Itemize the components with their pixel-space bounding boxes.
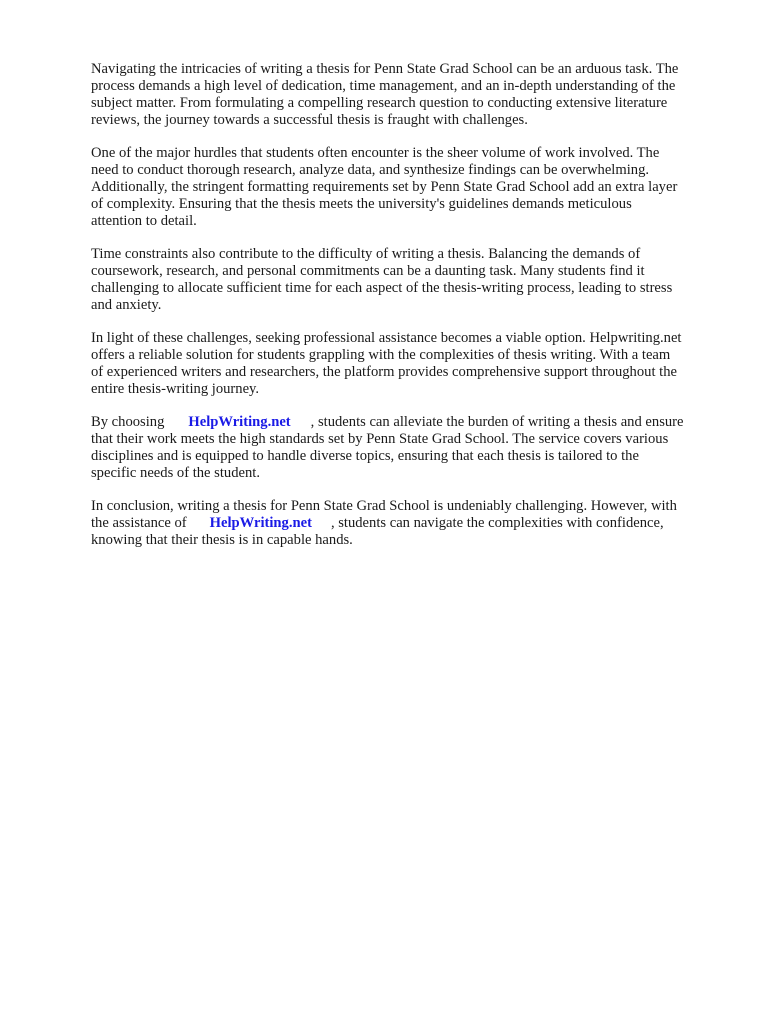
text-line: attention to detail. bbox=[91, 213, 197, 229]
text-line: Time constraints also contribute to the difficulty of writing a thesis. Balancing the demands of bbox=[91, 246, 641, 262]
text-segment: , students can alleviate the burden of writing a thesis and ensure bbox=[310, 414, 684, 430]
text-line: entire thesis-writing journey. bbox=[91, 381, 260, 397]
text-line: subject matter. From formulating a compelling research question to conducting extensive literature bbox=[91, 95, 668, 111]
text-line: coursework, research, and personal commitments can be a daunting task. Many students find it bbox=[91, 263, 645, 279]
text-line: of experienced writers and researchers, the platform provides comprehensive support throughout the bbox=[91, 364, 677, 380]
text-line: Navigating the intricacies of writing a thesis for Penn State Grad School can be an arduous task. The bbox=[91, 61, 679, 77]
paragraph-time-constraints bbox=[91, 246, 731, 314]
paragraph-choosing bbox=[91, 414, 731, 482]
text-line: challenging to allocate sufficient time for each aspect of the thesis-writing process, leading to stress bbox=[91, 280, 673, 296]
text-line: reviews, the journey towards a successful thesis is fraught with challenges. bbox=[91, 112, 528, 128]
text-line bbox=[91, 515, 731, 532]
paragraph-conclusion bbox=[91, 498, 731, 549]
text-segment: , students can navigate the complexities with confidence, bbox=[330, 515, 664, 531]
text-line: In conclusion, writing a thesis for Penn State Grad School is undeniably challenging. However, with bbox=[91, 498, 677, 514]
text-line: disciplines and is equipped to handle diverse topics, ensuring that each thesis is tailored to the bbox=[91, 448, 639, 464]
text-line: offers a reliable solution for students grappling with the complexities of thesis writing. With a team bbox=[91, 347, 671, 363]
helpwriting-link[interactable]: HelpWriting.net bbox=[209, 515, 312, 531]
paragraph-intro bbox=[91, 61, 731, 129]
text-line: of complexity. Ensuring that the thesis meets the university's guidelines demands meticulous bbox=[91, 196, 632, 212]
text-line: One of the major hurdles that students often encounter is the sheer volume of work involved. The bbox=[91, 145, 660, 161]
text-line: that their work meets the high standards set by Penn State Grad School. The service covers various bbox=[91, 431, 669, 447]
text-segment: the assistance of bbox=[91, 515, 187, 531]
text-line: and anxiety. bbox=[91, 297, 162, 313]
text-line: process demands a high level of dedication, time management, and an in-depth understanding of the bbox=[91, 78, 676, 94]
text-line: knowing that their thesis is in capable hands. bbox=[91, 532, 353, 548]
helpwriting-link[interactable]: HelpWriting.net bbox=[188, 414, 291, 430]
text-line: Additionally, the stringent formatting requirements set by Penn State Grad School add an extra layer bbox=[91, 179, 678, 195]
text-segment: By choosing bbox=[91, 414, 165, 430]
text-line: need to conduct thorough research, analyze data, and synthesize findings can be overwhelming. bbox=[91, 162, 650, 178]
paragraph-assistance bbox=[91, 330, 731, 398]
text-line bbox=[91, 414, 731, 431]
paragraph-hurdles bbox=[91, 145, 731, 230]
text-line: In light of these challenges, seeking professional assistance becomes a viable option. Helpwriting.net bbox=[91, 330, 682, 346]
text-line: specific needs of the student. bbox=[91, 465, 260, 481]
document-body bbox=[91, 61, 731, 565]
